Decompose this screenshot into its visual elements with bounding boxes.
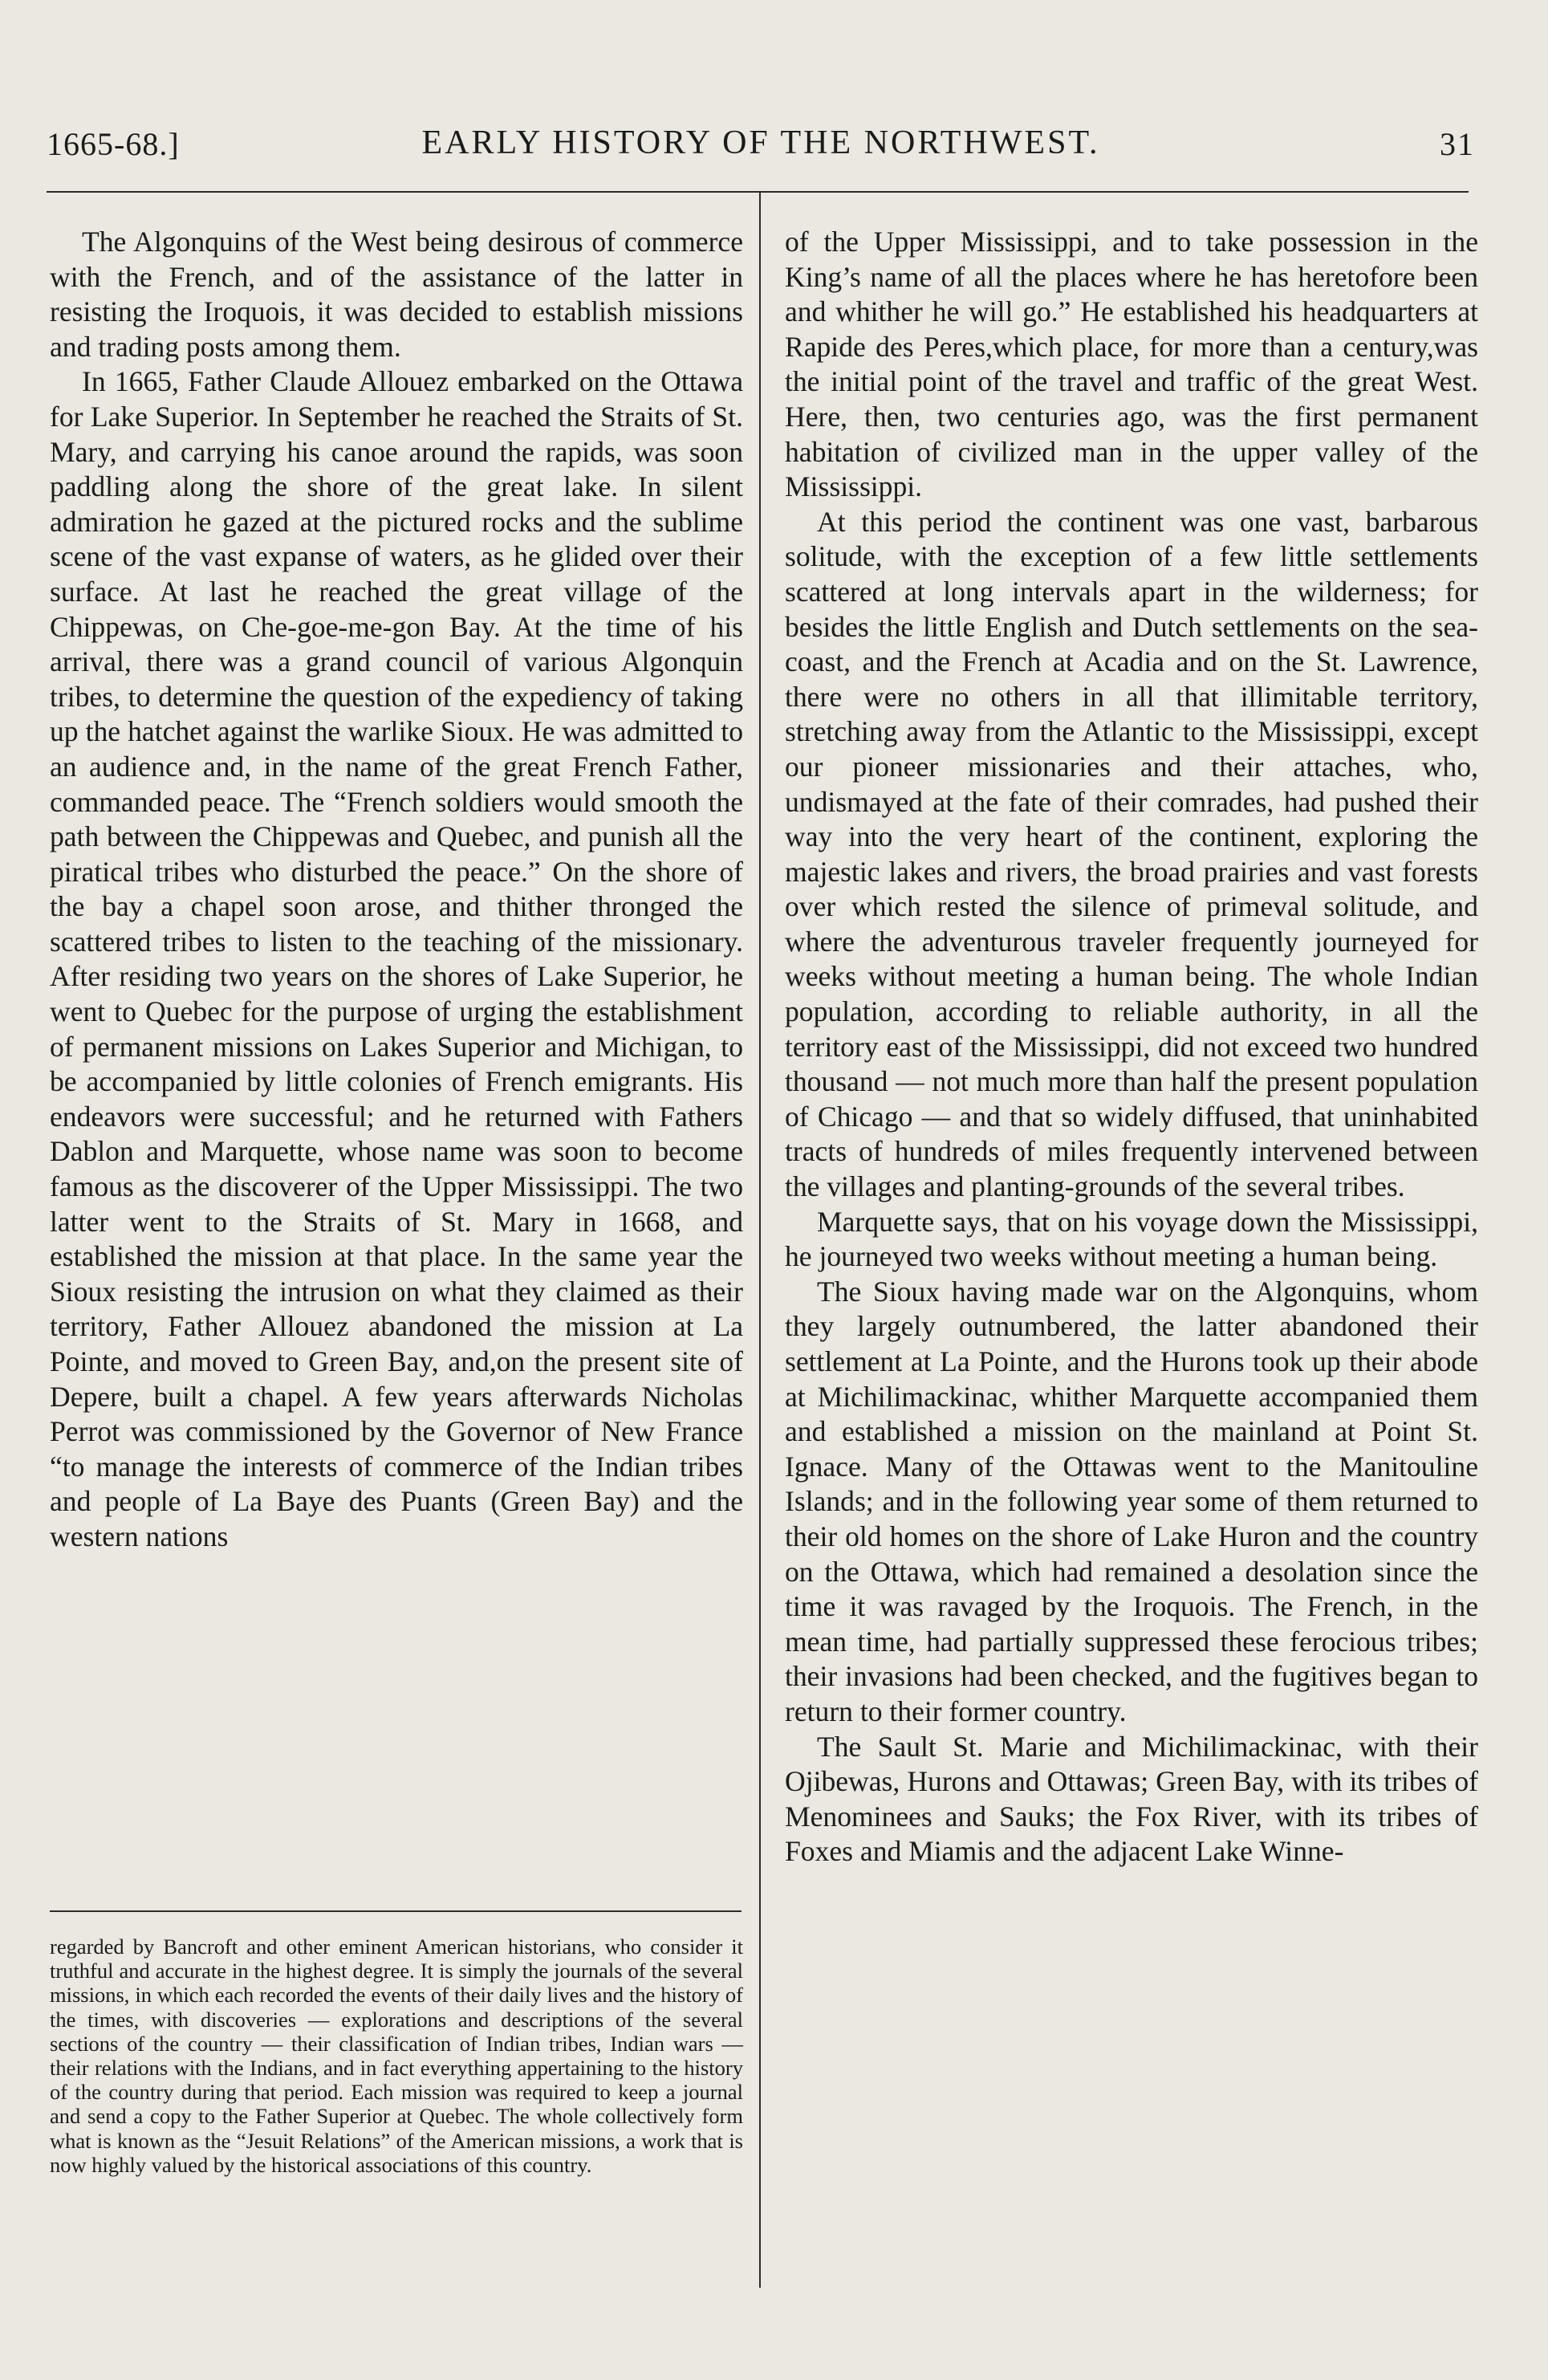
right-paragraph-3: The Sioux having made war on the Algonquins, whom they largely outnumbered, the latter abandoned their settlement at La Pointe, and the Hurons took up their abode at Michilimackinac, whither Marquette accompanied them and established a mission on the mainland at Point St. Ignace. Many of the Ottawas went to the Manitouline Islands; and in the following year some of them returned to their old homes on the shore of Lake Huron and the country on the Ottawa, which had remained a desolation since the time it was ravaged by the Iroquois. The French, in the mean time, had partially suppressed these ferocious tribes; their invasions had been checked, and the fugitives began to return to their former country. — [785, 1275, 1478, 1727]
column-divider — [759, 193, 761, 2288]
right-paragraph-2: Marquette says, that on his voyage down the Mississippi, he journeyed two weeks without meeting a human being. — [785, 1205, 1478, 1273]
right-continuation: of the Upper Mississippi, and to take possession in the King’s name of all the places where he has heretofore been and whither he will go.” He established his headquarters at Rapide des Peres,which place, for more than a century,was the initial point of the travel and traffic of the great West. Here, then, two centuries ago, was the first permanent habitation of civilized man in the upper valley of the Mississippi. — [785, 226, 1478, 503]
right-column — [785, 225, 1478, 1869]
header-rule — [47, 191, 1469, 193]
left-paragraph-2: In 1665, Father Claude Allouez embarked on the Ottawa for Lake Superior. In September he reached the Straits of St. Mary, and carrying his canoe around the rapids, was soon paddling along the shore of the great lake. In silent admiration he gazed at the pictured rocks and the sublime scene of the vast expanse of waters, as he glided over their surface. At last he reached the great village of the Chippewas, on Che-goe-me-gon Bay. At the time of his arrival, there was a grand council of various Algonquin tribes, to determine the question of the expediency of taking up the hatchet against the warlike Sioux. He was admitted to an audience and, in the name of the great French Father, commanded peace. The “French soldiers would smooth the path between the Chippewas and Quebec, and punish all the piratical tribes who disturbed the peace.” On the shore of the bay a chapel soon arose, and thither thronged the scattered tribes to listen to the teaching of the missionary. After residing two years on the shores of Lake Superior, he went to Quebec for the purpose of urging the establishment of permanent missions on Lakes Superior and Michigan, to be accompanied by little colonies of French emigrants. His endeavors were successful; and he returned with Fathers Dablon and Marquette, whose name was soon to become famous as the discoverer of the Upper Mississippi. The two latter went to the Straits of St. Mary in 1668, and established the mission at that place. In the same year the Sioux resisting the intrusion on what they claimed as their territory, Father Allouez abandoned the mission at La Pointe, and moved to Green Bay, and,on the present site of Depere, built a chapel. A few years afterwards Nicholas Perrot was commissioned by the Governor of New France “to manage the interests of commerce of the Indian tribes and people of La Baye des Puants (Green Bay) and the western nations — [50, 365, 743, 1552]
header-title: EARLY HISTORY OF THE NORTHWEST. — [421, 124, 1100, 161]
footnote — [50, 1935, 743, 2177]
footnote-text: regarded by Bancroft and other eminent American historians, who consider it truthful and accurate in the highest degree. It is simply the journals of the several missions, in which each recorded the events of their daily lives and the history of the times, with discoveries — explorations and descriptions of the several sections of the country — their classification of Indian tribes, Indian wars — their relations with the Indians, and in fact everything appertaining to the history of the country during that period. Each mission was required to keep a journal and send a copy to the Father Superior at Quebec. The whole collectively form what is known as the “Jesuit Relations” of the American missions, a work that is now highly valued by the historical associations of this country. — [50, 1935, 743, 2177]
right-paragraph-1: At this period the continent was one vast, barbarous solitude, with the exception of a few little settlements scattered at long intervals apart in the wilderness; for besides the little English and Dutch settlements on the sea-coast, and the French at Acadia and on the St. Lawrence, there were no others in all that illimitable territory, stretching away from the Atlantic to the Mississippi, except our pioneer missionaries and their attaches, who, undismayed at the fate of their comrades, had pushed their way into the very heart of the continent, exploring the majestic lakes and rivers, the broad prairies and vast forests over which rested the silence of primeval solitude, and where the adventurous traveler frequently journeyed for weeks without meeting a human being. The whole Indian population, according to reliable authority, in all the territory east of the Mississippi, did not exceed two hundred thousand — not much more than half the present population of Chicago — and that so widely diffused, that uninhabited tracts of hundreds of miles frequently intervened between the villages and planting-grounds of the several tribes. — [785, 505, 1478, 1203]
left-column — [50, 225, 743, 1555]
footnote-rule — [50, 1910, 741, 1912]
header-date-range: 1665-68.] — [47, 126, 180, 162]
running-header — [47, 120, 1475, 169]
page-number: 31 — [1440, 126, 1475, 162]
left-paragraph-1: The Algonquins of the West being desirous of commerce with the French, and of the assistance of the latter in resisting the Iroquois, it was decided to establish missions and trading posts among them. — [50, 226, 743, 363]
right-paragraph-4: The Sault St. Marie and Michilimackinac, with their Ojibewas, Hurons and Ottawas; Green Bay, with its tribes of Menominees and Sauks; the Fox River, with its tribes of Foxes and Miamis and the adjacent Lake Winne- — [785, 1730, 1478, 1868]
